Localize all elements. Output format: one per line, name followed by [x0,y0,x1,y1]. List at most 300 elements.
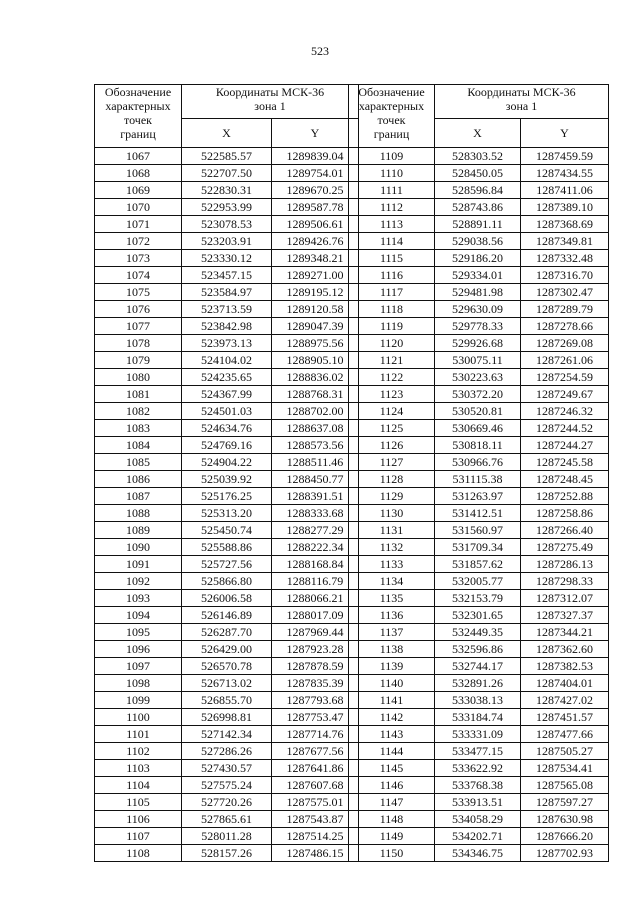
x-coordinate-cell: 523584.97 [182,284,272,301]
x-coordinate-cell: 531709.34 [435,539,521,556]
point-id-cell: 1090 [95,539,182,556]
y-column-header: Y [272,119,359,148]
point-id-cell: 1068 [95,165,182,182]
y-coordinate-cell: 1289120.58 [272,301,359,318]
point-id-cell: 1072 [95,233,182,250]
x-coordinate-cell: 533913.51 [435,794,521,811]
y-coordinate-cell: 1289047.39 [272,318,359,335]
point-id-cell: 1118 [349,301,435,318]
x-coordinate-cell: 530520.81 [435,403,521,420]
table-row [349,845,609,862]
table-row [349,624,609,641]
point-id-cell: 1089 [95,522,182,539]
point-id-cell: 1069 [95,182,182,199]
x-coordinate-cell: 530075.11 [435,352,521,369]
point-id-cell: 1142 [349,709,435,726]
page-number: 523 [311,44,329,58]
table-row [95,471,359,488]
x-coordinate-cell: 528303.52 [435,148,521,165]
table-row [95,777,359,794]
y-coordinate-cell: 1287459.59 [521,148,609,165]
table-body-left [95,148,359,862]
table-row [349,726,609,743]
x-coordinate-cell: 529038.56 [435,233,521,250]
point-id-cell: 1074 [95,267,182,284]
y-coordinate-cell: 1289839.04 [272,148,359,165]
y-coordinate-cell: 1289348.21 [272,250,359,267]
x-coordinate-cell: 534202.71 [435,828,521,845]
x-coordinate-cell: 533622.92 [435,760,521,777]
point-id-cell: 1126 [349,437,435,454]
x-coordinate-cell: 533331.09 [435,726,521,743]
y-coordinate-cell: 1287278.66 [521,318,609,335]
y-coordinate-cell: 1288333.68 [272,505,359,522]
table-row [349,284,609,301]
table-row [95,658,359,675]
point-id-cell: 1102 [95,743,182,760]
y-coordinate-cell: 1287534.41 [521,760,609,777]
table-row [95,590,359,607]
point-id-cell: 1125 [349,420,435,437]
table-row [349,148,609,165]
table-row [95,760,359,777]
y-coordinate-cell: 1287486.15 [272,845,359,862]
point-id-cell: 1111 [349,182,435,199]
table-row [95,794,359,811]
y-coordinate-cell: 1287923.28 [272,641,359,658]
x-coordinate-cell: 530818.11 [435,437,521,454]
y-coordinate-cell: 1287316.70 [521,267,609,284]
y-coordinate-cell: 1287835.39 [272,675,359,692]
table-row [349,522,609,539]
point-id-cell: 1123 [349,386,435,403]
x-coordinate-cell: 524104.02 [182,352,272,369]
table-row [95,556,359,573]
x-coordinate-cell: 530966.76 [435,454,521,471]
x-coordinate-cell: 531857.62 [435,556,521,573]
table-row [95,743,359,760]
point-id-cell: 1150 [349,845,435,862]
x-coordinate-cell: 531412.51 [435,505,521,522]
x-coordinate-cell: 525039.92 [182,471,272,488]
x-coordinate-cell: 526713.02 [182,675,272,692]
coordinates-table-left [94,84,359,862]
table-row [95,726,359,743]
x-coordinate-cell: 534346.75 [435,845,521,862]
x-coordinate-cell: 528596.84 [435,182,521,199]
y-coordinate-cell: 1287411.06 [521,182,609,199]
point-id-cell: 1083 [95,420,182,437]
x-coordinate-cell: 522830.31 [182,182,272,199]
point-id-cell: 1105 [95,794,182,811]
table-row [349,539,609,556]
point-id-cell: 1116 [349,267,435,284]
table-row [95,505,359,522]
x-coordinate-cell: 534058.29 [435,811,521,828]
table-body-right [349,148,609,862]
x-coordinate-cell: 529481.98 [435,284,521,301]
x-coordinate-cell: 523203.91 [182,233,272,250]
x-coordinate-cell: 532153.79 [435,590,521,607]
point-id-cell: 1103 [95,760,182,777]
y-coordinate-cell: 1287289.79 [521,301,609,318]
y-coordinate-cell: 1287332.48 [521,250,609,267]
y-coordinate-cell: 1288277.29 [272,522,359,539]
point-id-cell: 1110 [349,165,435,182]
point-id-cell: 1130 [349,505,435,522]
y-coordinate-cell: 1289506.61 [272,216,359,233]
x-coordinate-cell: 524769.16 [182,437,272,454]
y-coordinate-cell: 1288905.10 [272,352,359,369]
table-row [349,369,609,386]
point-id-cell: 1087 [95,488,182,505]
x-coordinate-cell: 524634.76 [182,420,272,437]
point-id-cell: 1143 [349,726,435,743]
point-id-cell: 1122 [349,369,435,386]
x-coordinate-cell: 524235.65 [182,369,272,386]
x-coordinate-cell: 522953.99 [182,199,272,216]
table-row [95,573,359,590]
x-column-header: X [182,119,272,148]
table-row [349,743,609,760]
point-id-cell: 1134 [349,573,435,590]
y-coordinate-cell: 1289587.78 [272,199,359,216]
point-id-cell: 1075 [95,284,182,301]
table-row [349,233,609,250]
y-coordinate-cell: 1287505.27 [521,743,609,760]
x-coordinate-cell: 532449.35 [435,624,521,641]
table-row [349,709,609,726]
table-row [95,267,359,284]
point-id-cell: 1099 [95,692,182,709]
point-id-cell: 1076 [95,301,182,318]
y-coordinate-cell: 1289271.00 [272,267,359,284]
y-coordinate-cell: 1288702.00 [272,403,359,420]
x-coordinate-cell: 523842.98 [182,318,272,335]
y-coordinate-cell: 1287258.86 [521,505,609,522]
x-coordinate-cell: 528891.11 [435,216,521,233]
y-coordinate-cell: 1287477.66 [521,726,609,743]
table-row [349,386,609,403]
point-id-cell: 1084 [95,437,182,454]
y-coordinate-cell: 1288975.56 [272,335,359,352]
y-coordinate-cell: 1288836.02 [272,369,359,386]
point-id-cell: 1141 [349,692,435,709]
point-id-cell: 1085 [95,454,182,471]
y-coordinate-cell: 1287575.01 [272,794,359,811]
x-coordinate-cell: 533768.38 [435,777,521,794]
y-coordinate-cell: 1287244.52 [521,420,609,437]
table-row [95,811,359,828]
table-row [349,301,609,318]
x-coordinate-cell: 523330.12 [182,250,272,267]
y-coordinate-cell: 1287702.93 [521,845,609,862]
x-coordinate-cell: 529926.68 [435,335,521,352]
x-coordinate-cell: 529186.20 [435,250,521,267]
y-coordinate-cell: 1287244.27 [521,437,609,454]
y-coordinate-cell: 1287368.69 [521,216,609,233]
table-row [349,590,609,607]
table-row [95,369,359,386]
x-coordinate-cell: 523973.13 [182,335,272,352]
x-coordinate-cell: 528450.05 [435,165,521,182]
table-row [95,624,359,641]
x-coordinate-cell: 527430.57 [182,760,272,777]
table-row [349,335,609,352]
point-id-cell: 1080 [95,369,182,386]
y-coordinate-cell: 1287344.21 [521,624,609,641]
point-id-cell: 1138 [349,641,435,658]
x-coordinate-cell: 527142.34 [182,726,272,743]
y-coordinate-cell: 1287349.81 [521,233,609,250]
point-id-cell: 1106 [95,811,182,828]
point-id-cell: 1100 [95,709,182,726]
point-id-cell: 1071 [95,216,182,233]
y-coordinate-cell: 1289195.12 [272,284,359,301]
x-coordinate-cell: 532744.17 [435,658,521,675]
coordinate-system-header: Координаты МСК-36 зона 1 [435,85,609,119]
point-id-cell: 1121 [349,352,435,369]
point-id-cell: 1095 [95,624,182,641]
y-coordinate-cell: 1287362.60 [521,641,609,658]
y-coordinate-cell: 1288222.34 [272,539,359,556]
point-id-cell: 1132 [349,539,435,556]
table-row [349,216,609,233]
x-coordinate-cell: 523457.15 [182,267,272,284]
y-coordinate-cell: 1287252.88 [521,488,609,505]
y-coordinate-cell: 1287404.01 [521,675,609,692]
table-row [95,233,359,250]
point-id-cell: 1101 [95,726,182,743]
table-row [95,607,359,624]
table-row [95,250,359,267]
table-row [95,386,359,403]
table-row [349,471,609,488]
table-row [95,352,359,369]
table-row [95,675,359,692]
point-id-cell: 1136 [349,607,435,624]
table-row [349,488,609,505]
y-coordinate-cell: 1287969.44 [272,624,359,641]
x-coordinate-cell: 525866.80 [182,573,272,590]
table-row [349,760,609,777]
x-coordinate-cell: 526998.81 [182,709,272,726]
table-row [95,641,359,658]
y-coordinate-cell: 1288066.21 [272,590,359,607]
y-coordinate-cell: 1287565.08 [521,777,609,794]
x-coordinate-cell: 522585.57 [182,148,272,165]
table-row [95,709,359,726]
y-coordinate-cell: 1287382.53 [521,658,609,675]
y-column-header: Y [521,119,609,148]
table-row [349,607,609,624]
table-row [95,403,359,420]
y-coordinate-cell: 1287666.20 [521,828,609,845]
table-row [349,675,609,692]
y-coordinate-cell: 1287677.56 [272,743,359,760]
x-coordinate-cell: 530223.63 [435,369,521,386]
table-row [349,199,609,216]
y-coordinate-cell: 1288450.77 [272,471,359,488]
y-coordinate-cell: 1287389.10 [521,199,609,216]
x-coordinate-cell: 523713.59 [182,301,272,318]
y-coordinate-cell: 1287246.32 [521,403,609,420]
x-coordinate-cell: 524501.03 [182,403,272,420]
point-id-cell: 1112 [349,199,435,216]
point-id-cell: 1098 [95,675,182,692]
y-coordinate-cell: 1287261.06 [521,352,609,369]
point-id-cell: 1097 [95,658,182,675]
x-coordinate-cell: 525450.74 [182,522,272,539]
y-coordinate-cell: 1288116.79 [272,573,359,590]
point-id-cell: 1147 [349,794,435,811]
point-id-cell: 1109 [349,148,435,165]
point-id-cell: 1129 [349,488,435,505]
point-id-cell: 1137 [349,624,435,641]
x-coordinate-cell: 523078.53 [182,216,272,233]
y-coordinate-cell: 1287451.57 [521,709,609,726]
y-coordinate-cell: 1288168.84 [272,556,359,573]
y-coordinate-cell: 1287249.67 [521,386,609,403]
table-row [95,335,359,352]
table-row [95,845,359,862]
x-coordinate-cell: 527286.26 [182,743,272,760]
y-coordinate-cell: 1287543.87 [272,811,359,828]
y-coordinate-cell: 1287641.86 [272,760,359,777]
y-coordinate-cell: 1289670.25 [272,182,359,199]
table-row [349,403,609,420]
point-id-cell: 1144 [349,743,435,760]
x-coordinate-cell: 525727.56 [182,556,272,573]
y-coordinate-cell: 1287248.45 [521,471,609,488]
x-coordinate-cell: 522707.50 [182,165,272,182]
y-coordinate-cell: 1287597.27 [521,794,609,811]
point-id-cell: 1139 [349,658,435,675]
point-id-cell: 1115 [349,250,435,267]
table-row [95,216,359,233]
x-coordinate-cell: 527575.24 [182,777,272,794]
table-row [349,505,609,522]
table-row [95,182,359,199]
y-coordinate-cell: 1287275.49 [521,539,609,556]
y-coordinate-cell: 1287607.68 [272,777,359,794]
point-id-cell: 1127 [349,454,435,471]
table-row [349,420,609,437]
point-id-cell: 1067 [95,148,182,165]
y-coordinate-cell: 1288017.09 [272,607,359,624]
table-row [349,250,609,267]
x-coordinate-cell: 527865.61 [182,811,272,828]
point-id-cell: 1149 [349,828,435,845]
y-coordinate-cell: 1288768.31 [272,386,359,403]
point-id-cell: 1081 [95,386,182,403]
y-coordinate-cell: 1287327.37 [521,607,609,624]
y-coordinate-cell: 1287753.47 [272,709,359,726]
x-coordinate-cell: 532891.26 [435,675,521,692]
y-coordinate-cell: 1288573.56 [272,437,359,454]
x-coordinate-cell: 531263.97 [435,488,521,505]
x-coordinate-cell: 532301.65 [435,607,521,624]
point-id-cell: 1117 [349,284,435,301]
y-coordinate-cell: 1287878.59 [272,658,359,675]
table-row [95,165,359,182]
x-coordinate-cell: 528157.26 [182,845,272,862]
y-coordinate-cell: 1287427.02 [521,692,609,709]
point-id-cell: 1108 [95,845,182,862]
table-row [349,454,609,471]
x-coordinate-cell: 528011.28 [182,828,272,845]
point-id-cell: 1086 [95,471,182,488]
x-coordinate-cell: 533477.15 [435,743,521,760]
point-id-cell: 1082 [95,403,182,420]
coordinate-system-header: Координаты МСК-36 зона 1 [182,85,359,119]
y-coordinate-cell: 1289754.01 [272,165,359,182]
table-row [95,454,359,471]
table-row [95,148,359,165]
table-row [349,811,609,828]
x-coordinate-cell: 526287.70 [182,624,272,641]
x-coordinate-cell: 531560.97 [435,522,521,539]
table-row [95,828,359,845]
point-id-cell: 1146 [349,777,435,794]
x-coordinate-cell: 524367.99 [182,386,272,403]
point-id-cell: 1104 [95,777,182,794]
coordinates-table-right [348,84,609,862]
point-id-cell: 1124 [349,403,435,420]
point-id-cell: 1079 [95,352,182,369]
point-id-cell: 1120 [349,335,435,352]
table-row [95,522,359,539]
table-row [349,267,609,284]
y-coordinate-cell: 1287254.59 [521,369,609,386]
y-coordinate-cell: 1287245.58 [521,454,609,471]
table-row [95,199,359,216]
y-coordinate-cell: 1287714.76 [272,726,359,743]
table-row [95,539,359,556]
table-row [349,658,609,675]
x-coordinate-cell: 529334.01 [435,267,521,284]
point-id-cell: 1077 [95,318,182,335]
x-coordinate-cell: 529778.33 [435,318,521,335]
table-row [349,352,609,369]
table-row [349,641,609,658]
x-coordinate-cell: 529630.09 [435,301,521,318]
table-row [95,488,359,505]
table-row [95,420,359,437]
x-coordinate-cell: 533038.13 [435,692,521,709]
table-row [349,573,609,590]
point-id-cell: 1119 [349,318,435,335]
point-id-cell: 1148 [349,811,435,828]
y-coordinate-cell: 1288637.08 [272,420,359,437]
point-id-cell: 1070 [95,199,182,216]
point-id-cell: 1092 [95,573,182,590]
y-coordinate-cell: 1287514.25 [272,828,359,845]
x-coordinate-cell: 525313.20 [182,505,272,522]
point-id-cell: 1073 [95,250,182,267]
point-id-cell: 1091 [95,556,182,573]
y-coordinate-cell: 1287312.07 [521,590,609,607]
x-coordinate-cell: 532596.86 [435,641,521,658]
y-coordinate-cell: 1288511.46 [272,454,359,471]
y-coordinate-cell: 1287269.08 [521,335,609,352]
table-row [349,777,609,794]
point-id-cell: 1128 [349,471,435,488]
table-row [349,794,609,811]
point-id-cell: 1088 [95,505,182,522]
table-row [349,318,609,335]
table-row [349,692,609,709]
